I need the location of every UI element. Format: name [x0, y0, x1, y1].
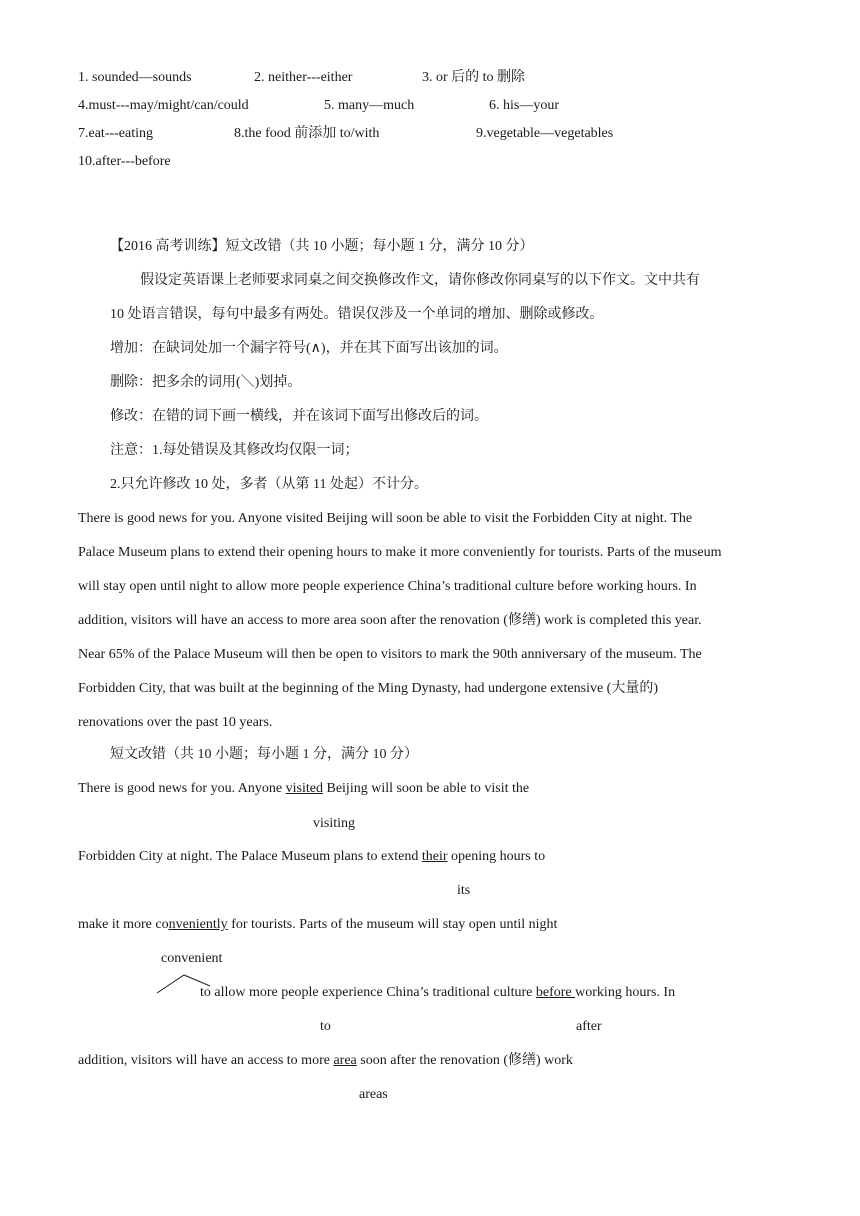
key-line-5	[78, 1052, 573, 1070]
error-word: visited	[285, 781, 323, 796]
answer-10: 10.after---before	[78, 154, 171, 169]
answer-4: 4.must---may/might/can/could	[78, 98, 249, 113]
instruction-add: 增加：在缺词处加一个漏字符号(∧)，并在其下面写出该加的词。	[110, 341, 508, 356]
passage-line-7: renovations over the past 10 years.	[78, 715, 273, 730]
error-word: area	[333, 1053, 357, 1068]
exercise-heading: 【2016 高考训练】短文改错（共 10 小题；每小题 1 分，满分 10 分）	[110, 239, 534, 254]
key-line-1	[78, 780, 529, 798]
answer-7: 7.eat---eating	[78, 126, 154, 141]
key-heading: 短文改错（共 10 小题；每小题 1 分，满分 10 分）	[110, 747, 418, 762]
key-text: for tourists. Parts of the museum will stay open until night	[227, 917, 558, 932]
error-word: before	[535, 985, 576, 1000]
instruction-note-1: 注意：1.每处错误及其修改均仅限一词；	[110, 443, 359, 458]
key-line-2	[78, 848, 545, 866]
key-text: make it more co	[78, 917, 169, 932]
error-word: nveniently	[168, 917, 228, 932]
answer-6: 6. his—your	[489, 98, 559, 113]
passage-line-4: addition, visitors will have an access to more area soon after the renovation (修缮) work is completed this year.	[78, 613, 702, 628]
correction-4b: after	[576, 1019, 602, 1034]
key-line-4	[200, 984, 675, 1002]
key-text: Forbidden City at night. The Palace Museum plans to extend	[78, 849, 422, 864]
key-line-3	[78, 916, 557, 934]
passage-line-6: Forbidden City, that was built at the beginning of the Ming Dynasty, had undergone extensive (大量的)	[78, 681, 658, 696]
key-text: soon after the renovation (修缮) work	[356, 1053, 573, 1068]
instruction-delete: 删除：把多余的词用(＼)划掉。	[110, 375, 302, 390]
answer-2: 2. neither---either	[254, 70, 353, 85]
answer-8: 8.the food 前添加 to/with	[234, 126, 380, 141]
key-text: to allow more people experience China’s traditional culture	[200, 985, 536, 1000]
answer-9: 9.vegetable—vegetables	[476, 126, 614, 141]
correction-4a: to	[320, 1019, 331, 1034]
answer-1: 1. sounded—sounds	[78, 70, 192, 85]
correction-1: visiting	[313, 816, 356, 831]
passage-line-5: Near 65% of the Palace Museum will then be open to visitors to mark the 90th anniversary of the museum. The	[78, 647, 702, 662]
answer-3: 3. or 后的 to 删除	[422, 70, 526, 85]
key-text: addition, visitors will have an access to more	[78, 1053, 334, 1068]
passage-line-1: There is good news for you. Anyone visited Beijing will soon be able to visit the Forbidden City at night. The	[78, 511, 693, 526]
passage-line-3: will stay open until night to allow more people experience China’s traditional culture before working hours. In	[78, 579, 697, 594]
instruction-modify: 修改：在错的词下画一横线，并在该词下面写出修改后的词。	[110, 409, 488, 424]
key-text: Beijing will soon be able to visit the	[322, 781, 530, 796]
correction-3: convenient	[161, 951, 223, 966]
passage-line-2: Palace Museum plans to extend their opening hours to make it more conveniently for tourists. Parts of the museum	[78, 545, 722, 560]
correction-2: its	[457, 883, 471, 898]
error-word: their	[421, 849, 448, 864]
key-text: working hours. In	[575, 985, 676, 1000]
instruction-note-2: 2.只允许修改 10 处，多者（从第 11 处起）不计分。	[110, 477, 428, 492]
key-text: opening hours to	[447, 849, 546, 864]
instruction-line-2: 10 处语言错误，每句中最多有两处。错误仅涉及一个单词的增加、删除或修改。	[110, 307, 604, 322]
correction-5: areas	[359, 1087, 388, 1102]
answer-5: 5. many—much	[324, 98, 415, 113]
key-text: There is good news for you. Anyone	[78, 781, 286, 796]
instruction-line-1: 假设定英语课上老师要求同桌之间交换修改作文，请你修改你同桌写的以下作文。文中共有	[140, 273, 700, 288]
